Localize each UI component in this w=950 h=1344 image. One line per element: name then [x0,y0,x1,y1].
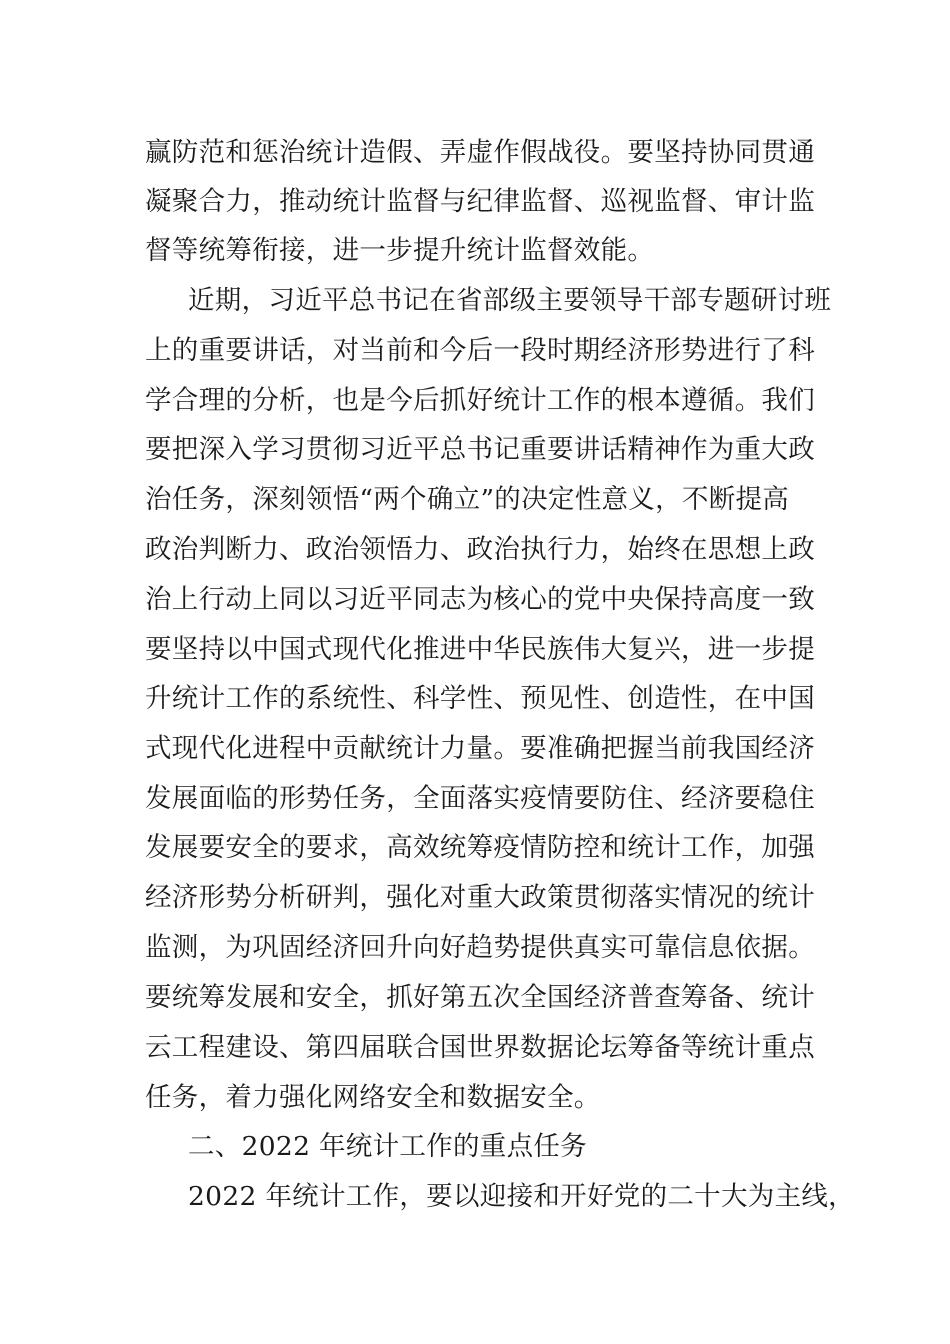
paragraph-line: 凝聚合力，推动统计监督与纪律监督、巡视监督、审计监 [145,186,815,217]
paragraph-line: 发展面临的形势任务，全面落实疫情要防住、经济要稳住 [145,783,815,814]
paragraph-line: 经济形势分析研判，强化对重大政策贯彻落实情况的统计 [145,882,815,913]
paragraph-line: 云工程建设、第四届联合国世界数据论坛筹备等统计重点 [145,1032,815,1063]
paragraph-line: 政治判断力、政治领悟力、政治执行力，始终在思想上政 [145,534,815,565]
section-heading: 二、2022 年统计工作的重点任务 [188,1131,587,1162]
paragraph-line: 督等统筹衔接，进一步提升统计监督效能。 [145,235,655,266]
paragraph-line: 2022 年统计工作，要以迎接和开好党的二十大为主线， [188,1181,855,1212]
paragraph-line: 升统计工作的系统性、科学性、预见性、创造性，在中国 [145,683,815,714]
paragraph-line: 监测，为巩固经济回升向好趋势提供真实可靠信息依据。 [145,932,815,963]
paragraph-line: 治任务，深刻领悟“两个确立”的决定性意义，不断提高 [145,484,790,515]
paragraph-line: 学合理的分析，也是今后抓好统计工作的根本遵循。我们 [145,385,815,416]
paragraph-line: 要把深入学习贯彻习近平总书记重要讲话精神作为重大政 [145,434,815,465]
paragraph-line: 发展要安全的要求，高效统筹疫情防控和统计工作，加强 [145,832,815,863]
paragraph-line: 要坚持以中国式现代化推进中华民族伟大复兴，进一步提 [145,634,815,665]
paragraph-line: 要统筹发展和安全，抓好第五次全国经济普查筹备、统计 [145,982,815,1013]
paragraph-line: 治上行动上同以习近平同志为核心的党中央保持高度一致 [145,584,815,615]
paragraph-line: 任务，着力强化网络安全和数据安全。 [145,1082,601,1113]
paragraph-line: 近期，习近平总书记在省部级主要领导干部专题研讨班 [188,285,832,316]
paragraph-line: 式现代化进程中贡献统计力量。要准确把握当前我国经济 [145,733,815,764]
paragraph-line: 上的重要讲话，对当前和今后一段时期经济形势进行了科 [145,335,815,366]
paragraph-line: 赢防范和惩治统计造假、弄虚作假战役。要坚持协同贯通 [145,137,815,168]
